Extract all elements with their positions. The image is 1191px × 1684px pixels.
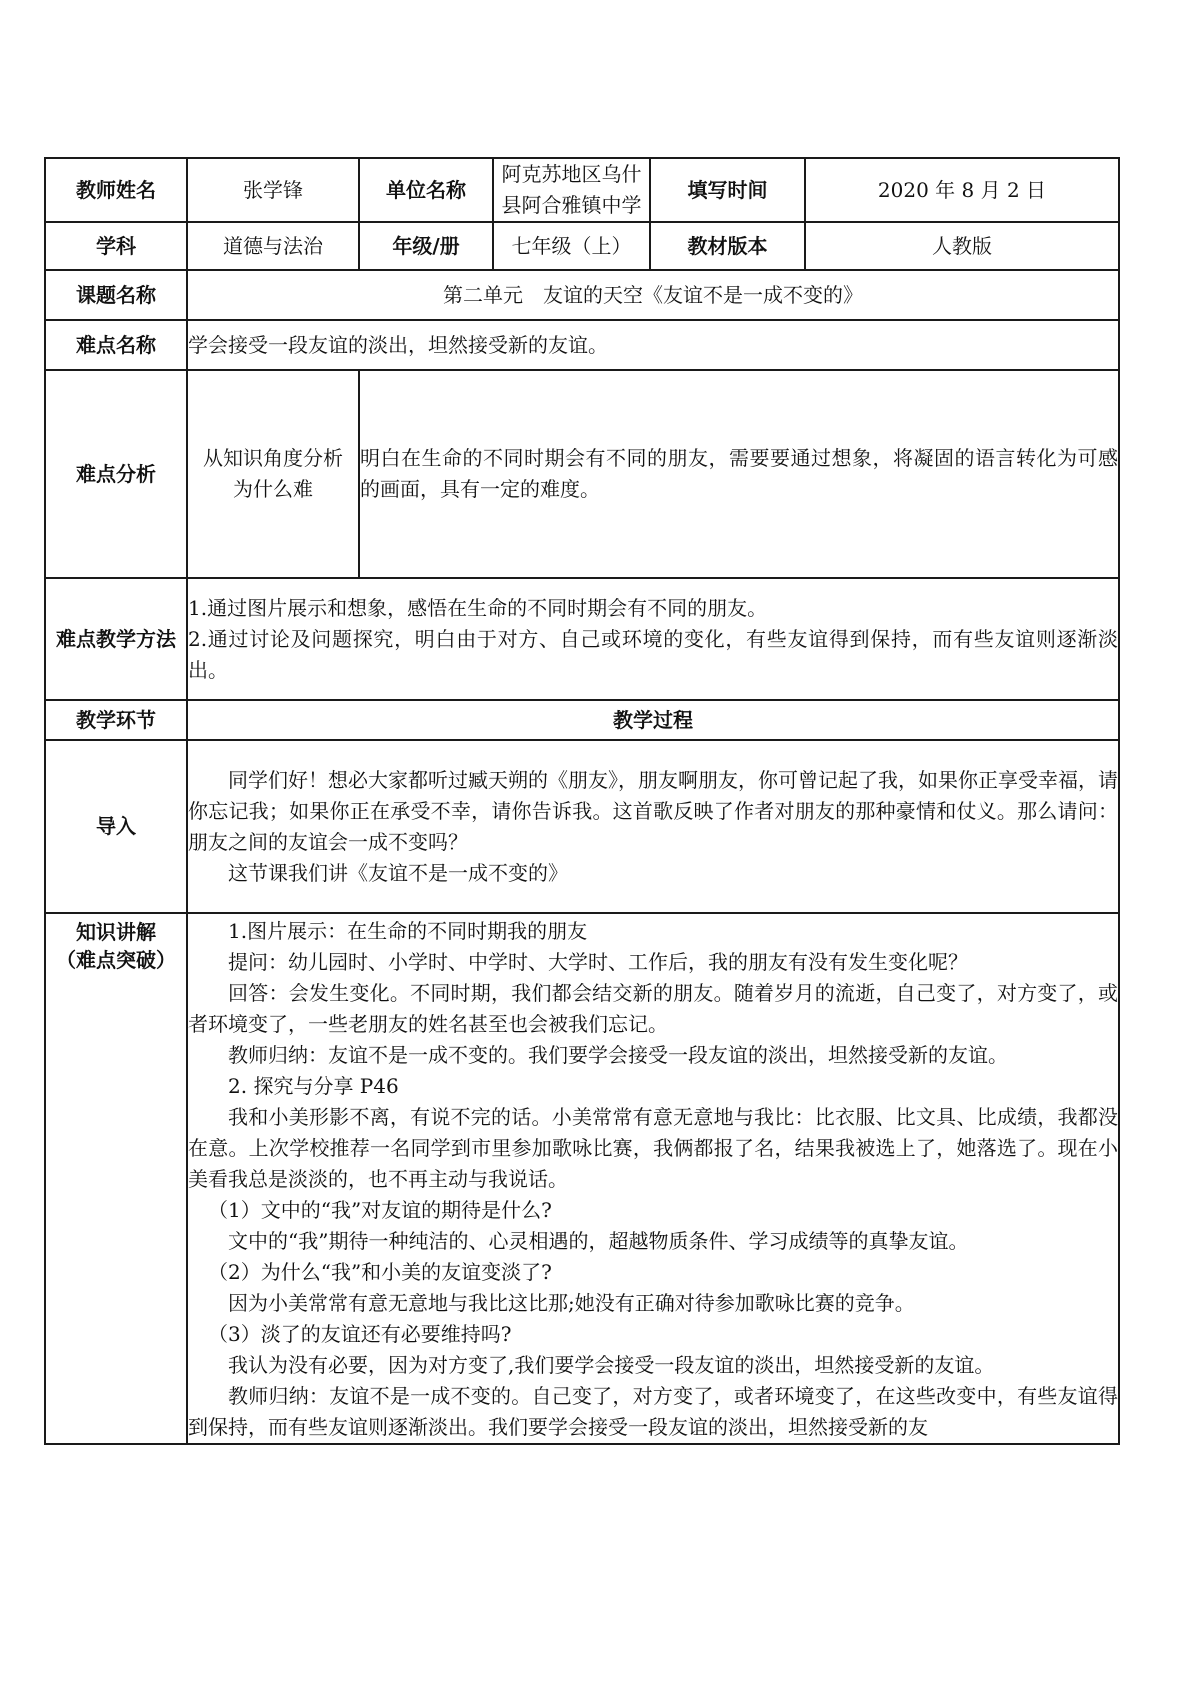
topic-row bbox=[45, 270, 1119, 320]
intro-content bbox=[187, 740, 1119, 913]
knowledge-line: （2）为什么“我”和小美的友谊变淡了? bbox=[208, 1260, 552, 1284]
grade-value: 七年级（上） bbox=[493, 222, 650, 270]
edition-value: 人教版 bbox=[805, 222, 1119, 270]
lesson-plan-table bbox=[44, 157, 1120, 1445]
analysis-row bbox=[45, 370, 1119, 578]
knowledge-line: 文中的“我”期待一种纯洁的、心灵相遇的，超越物质条件、学习成绩等的真挚友谊。 bbox=[228, 1229, 969, 1253]
analysis-subheader-line-1: 从知识角度分析 bbox=[203, 446, 343, 470]
difficulty-row bbox=[45, 320, 1119, 370]
knowledge-line: 回答：会发生变化。不同时期，我们都会结交新的朋友。随着岁月的流逝，自己变了，对方变了，或者环境变了，一些老朋友的姓名甚至也会被我们忘记。 bbox=[188, 981, 1118, 1036]
method-line-1: 1.通过图片展示和想象，感悟在生命的不同时期会有不同的朋友。 bbox=[188, 595, 768, 620]
subject-value: 道德与法治 bbox=[187, 222, 359, 270]
unit-value bbox=[493, 158, 650, 222]
unit-label: 单位名称 bbox=[359, 158, 493, 222]
unit-value-line-1: 阿克苏地区乌什 bbox=[501, 162, 642, 186]
intro-label: 导入 bbox=[45, 740, 187, 913]
analysis-value: 明白在生命的不同时期会有不同的朋友，需要要通过想象，将凝固的语言转化为可感的画面，具有一定的难度。 bbox=[359, 370, 1119, 578]
difficulty-value: 学会接受一段友谊的淡出，坦然接受新的友谊。 bbox=[187, 320, 1119, 370]
knowledge-row bbox=[45, 913, 1119, 1444]
knowledge-line: 教师归纳：友谊不是一成不变的。自己变了，对方变了，或者环境变了，在这些改变中，有些友谊得到保持，而有些友谊则逐渐淡出。我们要学会接受一段友谊的淡出，坦然接受新的友 bbox=[188, 1384, 1118, 1439]
method-line-2: 2.通过讨论及问题探究，明白由于对方、自己或环境的变化，有些友谊得到保持，而有些友谊则逐渐淡出。 bbox=[188, 626, 1118, 682]
process-header-row bbox=[45, 700, 1119, 740]
knowledge-line: （3）淡了的友谊还有必要维持吗? bbox=[208, 1322, 512, 1346]
intro-paragraph-2: 这节课我们讲《友谊不是一成不变的》 bbox=[228, 860, 568, 885]
grade-label: 年级/册 bbox=[359, 222, 493, 270]
teacher-name-label: 教师姓名 bbox=[45, 158, 187, 222]
date-label: 填写时间 bbox=[650, 158, 805, 222]
knowledge-line: （1）文中的“我”对友谊的期待是什么? bbox=[208, 1198, 552, 1222]
method-row bbox=[45, 578, 1119, 700]
knowledge-line: 我认为没有必要，因为对方变了,我们要学会接受一段友谊的淡出，坦然接受新的友谊。 bbox=[228, 1353, 995, 1377]
method-label: 难点教学方法 bbox=[45, 578, 187, 700]
topic-label: 课题名称 bbox=[45, 270, 187, 320]
knowledge-line: 教师归纳：友谊不是一成不变的。我们要学会接受一段友谊的淡出，坦然接受新的友谊。 bbox=[228, 1043, 1008, 1067]
knowledge-line: 2. 探究与分享 P46 bbox=[228, 1074, 399, 1098]
unit-value-line-2: 县阿合雅镇中学 bbox=[501, 193, 642, 217]
knowledge-line: 1.图片展示：在生命的不同时期我的朋友 bbox=[228, 919, 588, 943]
knowledge-label-line-1: 知识讲解 bbox=[76, 920, 156, 944]
subject-label: 学科 bbox=[45, 222, 187, 270]
knowledge-line: 因为小美常常有意无意地与我比这比那;她没有正确对待参加歌咏比赛的竞争。 bbox=[228, 1291, 915, 1315]
edition-label: 教材版本 bbox=[650, 222, 805, 270]
difficulty-label: 难点名称 bbox=[45, 320, 187, 370]
topic-value: 第二单元 友谊的天空《友谊不是一成不变的》 bbox=[187, 270, 1119, 320]
intro-row bbox=[45, 740, 1119, 913]
process-stage-label: 教学环节 bbox=[45, 700, 187, 740]
analysis-subheader bbox=[187, 370, 359, 578]
teacher-name-value: 张学锋 bbox=[187, 158, 359, 222]
process-heading: 教学过程 bbox=[187, 700, 1119, 740]
knowledge-line: 我和小美形影不离，有说不完的话。小美常常有意无意地与我比：比衣服、比文具、比成绩，我都没在意。上次学校推荐一名同学到市里参加歌咏比赛，我俩都报了名，结果我被选上了，她落选了。现在小美看我总是淡淡的，也不再主动与我说话。 bbox=[188, 1105, 1118, 1191]
intro-paragraph-1: 同学们好！想必大家都听过臧天朔的《朋友》，朋友啊朋友，你可曾记起了我，如果你正享受幸福，请你忘记我；如果你正在承受不幸，请你告诉我。这首歌反映了作者对朋友的那种豪情和仗义。那么请问：朋友之间的友谊会一成不变吗？ bbox=[188, 767, 1118, 854]
date-value: 2020 年 8 月 2 日 bbox=[805, 158, 1119, 222]
header-row-2 bbox=[45, 222, 1119, 270]
header-row-1 bbox=[45, 158, 1119, 222]
knowledge-line: 提问：幼儿园时、小学时、中学时、大学时、工作后，我的朋友有没有发生变化呢？ bbox=[228, 950, 968, 974]
knowledge-label bbox=[45, 913, 187, 1444]
method-value bbox=[187, 578, 1119, 700]
analysis-subheader-line-2: 为什么难 bbox=[233, 477, 313, 501]
knowledge-label-line-2: （难点突破） bbox=[56, 948, 176, 972]
analysis-label: 难点分析 bbox=[45, 370, 187, 578]
knowledge-content bbox=[187, 913, 1119, 1444]
